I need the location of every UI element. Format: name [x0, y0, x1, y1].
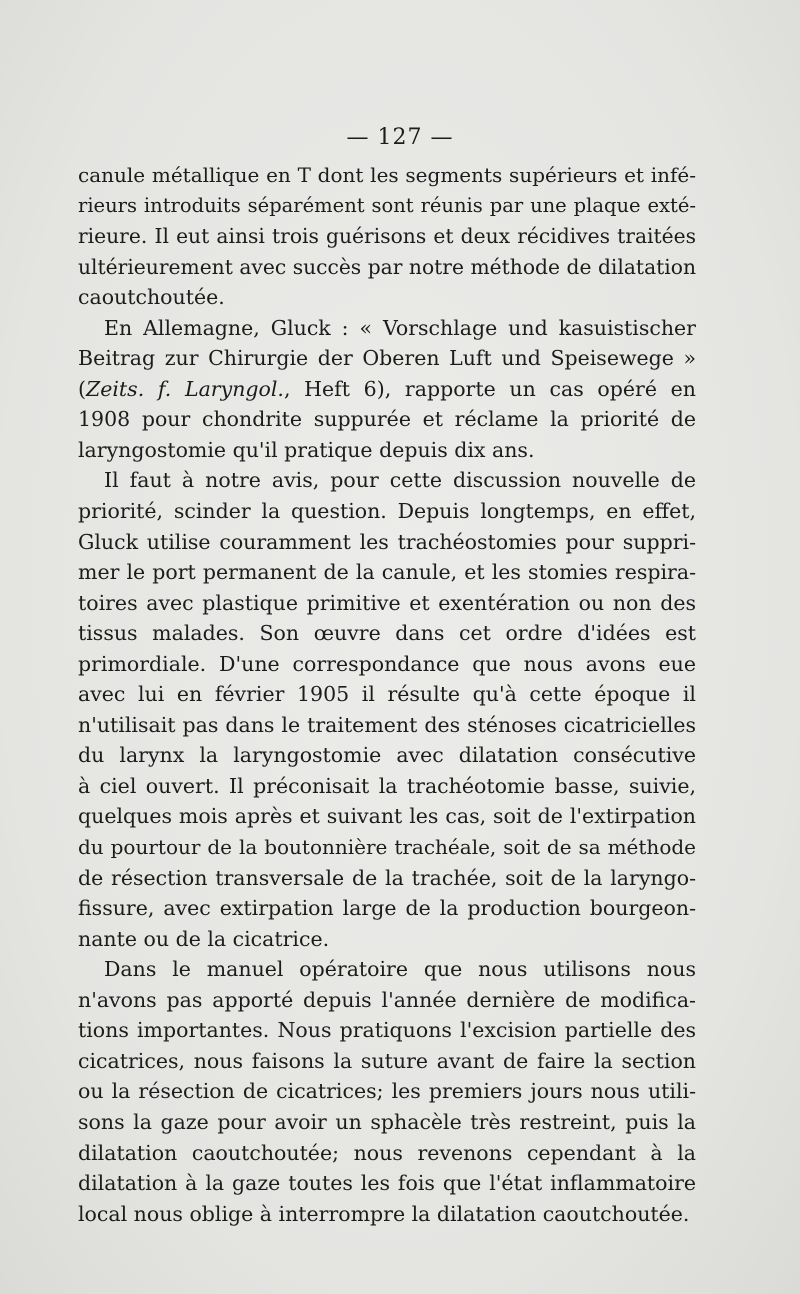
text-line: tissus malades. Son œuvre dans cet ordre d'idées est [78, 621, 696, 646]
text-line: fissure, avec extirpation large de la production bourgeon- [78, 896, 696, 921]
text-line: primordiale. D'une correspondance que nous avons eue [78, 651, 696, 676]
text-line: dilatation à la gaze toutes les fois que l'état inflammatoire [78, 1171, 696, 1196]
text-line: mer le port permanent de la canule, et les stomies respira- [78, 560, 696, 585]
text-line: à ciel ouvert. Il préconisait la trachéotomie basse, suivie, [78, 773, 696, 798]
text-line: ou la résection de cicatrices; les premiers jours nous utili- [78, 1079, 696, 1104]
text-line: 1908 pour chondrite suppurée et réclame la priorité de [78, 407, 696, 432]
text-line: Gluck utilise couramment les trachéostomies pour suppri- [78, 529, 696, 554]
text-line: avec lui en février 1905 il résulte qu'à cette époque il [78, 682, 696, 707]
citation-rest: , Heft 6), rapporte un cas opéré en [283, 376, 696, 401]
text-line: de résection transversale de la trachée, soit de la laryngo- [78, 865, 696, 890]
text-line: Beitrag zur Chirurgie der Oberen Luft und Speisewege » [78, 346, 696, 371]
text-line: Dans le manuel opératoire que nous utilisons nous [104, 957, 696, 982]
text-line: dilatation caoutchoutée; nous revenons cependant à la [78, 1140, 696, 1165]
text-line: du larynx la laryngostomie avec dilatation consécutive [78, 743, 696, 768]
text-line: du pourtour de la boutonnière trachéale, soit de sa méthode [78, 835, 696, 860]
journal-title: Zeits. f. Laryngol. [86, 376, 284, 401]
text-line: caoutchoutée. [78, 285, 225, 310]
text-line: cicatrices, nous faisons la suture avant de faire la section [78, 1048, 696, 1073]
text-line [78, 374, 696, 405]
text-line: ultérieurement avec succès par notre méthode de dilatation [78, 254, 696, 279]
text-line: toires avec plastique primitive et exentération ou non des [78, 590, 696, 615]
text-line: quelques mois après et suivant les cas, soit de l'extirpation [78, 804, 696, 829]
text-line: rieure. Il eut ainsi trois guérisons et deux récidives traitées [78, 224, 696, 249]
text-line: Il faut à notre avis, pour cette discussion nouvelle de [104, 468, 696, 493]
text-line: En Allemagne, Gluck : « Vorschlage und kasuistischer [104, 315, 696, 340]
text-line: rieurs introduits séparément sont réunis par une plaque exté- [78, 193, 696, 217]
text-line: laryngostomie qu'il pratique depuis dix ans. [78, 437, 535, 462]
page-number: — 127 — [346, 125, 454, 150]
text-line: canule métallique en T dont les segments supérieurs et infé- [78, 163, 696, 187]
text-line: tions importantes. Nous pratiquons l'excision partielle des [78, 1018, 696, 1043]
text-line: priorité, scinder la question. Depuis longtemps, en effet, [78, 499, 696, 524]
text-line: nante ou de la cicatrice. [78, 926, 330, 951]
text-line: local nous oblige à interrompre la dilatation caoutchoutée. [78, 1201, 690, 1226]
body-text [78, 160, 696, 1229]
citation-open: ( [78, 376, 86, 401]
text-line: n'utilisait pas dans le traitement des sténoses cicatricielles [78, 712, 696, 737]
text-line: n'avons pas apporté depuis l'année dernière de modifica- [78, 987, 696, 1012]
text-line: sons la gaze pour avoir un sphacèle très restreint, puis la [78, 1109, 696, 1134]
